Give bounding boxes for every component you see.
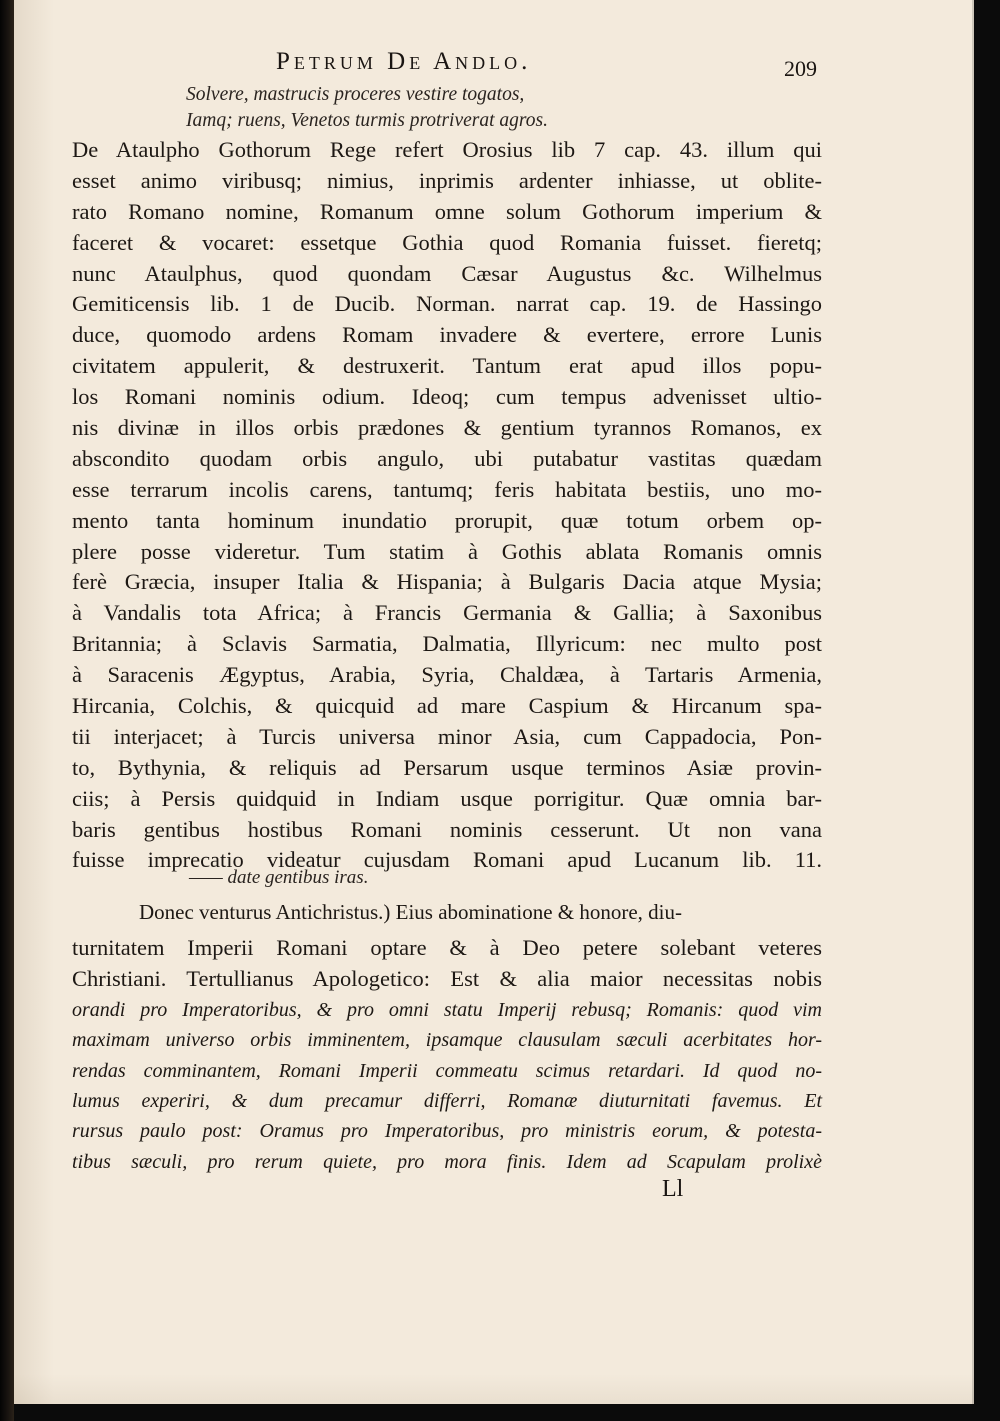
text-line: esse terrarum incolis carens, tantumq; feris habitata bestiis, uno mo- (72, 476, 822, 502)
text-line: Gemiticensis lib. 1 de Ducib. Norman. narrat cap. 19. de Hassingo (72, 291, 822, 317)
text-line: maximam universo orbis imminentem, ipsamque clausulam sæculi acerbitates hor- (72, 1029, 822, 1052)
book-spine-edge (0, 0, 14, 1421)
text-line: faceret & vocaret: essetque Gothia quod Romania fuisset. fieretq; (72, 229, 822, 255)
text-line: Christiani. Tertullianus Apologetico: Est & alia maior necessitas nobis (72, 965, 822, 991)
text-line: duce, quomodo ardens Romam invadere & evertere, errore Lunis (72, 322, 822, 348)
text-line: orandi pro Imperatoribus, & pro omni statu Imperij rebusq; Romanis: quod vim (72, 998, 822, 1021)
text-line: los Romani nominis odium. Ideoq; cum tempus advenisset ultio- (72, 384, 822, 410)
running-header: Petrum De Andlo. (276, 48, 532, 75)
page-number: 209 (784, 56, 817, 81)
text-line: tibus sæculi, pro rerum quiete, pro mora finis. Idem ad Scapulam prolixè (72, 1150, 822, 1173)
text-line: plere posse videretur. Tum statim à Gothis ablata Romanis omnis (72, 538, 822, 564)
commentary-lemma: Donec venturus Antichristus.) Eius abominatione & honore, diu- (139, 900, 682, 924)
text-line: mento tanta hominum inundatio prorupit, quæ totum orbem op- (72, 507, 822, 533)
text-line: rursus paulo post: Oramus pro Imperatoribus, pro ministris eorum, & potesta- (72, 1120, 822, 1143)
main-text-block (72, 135, 822, 876)
text-line: turnitatem Imperii Romani optare & à Deo petere solebant veteres (72, 935, 822, 960)
text-line: à Saracenis Ægyptus, Arabia, Syria, Chaldæa, à Tartaris Armenia, (72, 662, 822, 688)
text-line: baris gentibus hostibus Romani nominis cesserunt. Ut non vana (72, 816, 822, 842)
text-line: De Ataulpho Gothorum Rege refert Orosius lib 7 cap. 43. illum qui (72, 137, 822, 162)
text-line: ferè Græcia, insuper Italia & Hispania; à Bulgaris Dacia atque Mysia; (72, 569, 822, 595)
verse-line-1: Solvere, mastrucis proceres vestire togatos, (186, 84, 525, 105)
text-line: nunc Ataulphus, quod quondam Cæsar Augustus &c. Wilhelmus (72, 260, 822, 286)
signature-mark: Ll (662, 1176, 684, 1202)
text-line: to, Bythynia, & reliquis ad Persarum usque terminos Asiæ provin- (72, 754, 822, 780)
lucan-quote: —— date gentibus iras. (189, 867, 369, 888)
text-line: Britannia; à Sclavis Sarmatia, Dalmatia, Illyricum: nec multo post (72, 631, 822, 657)
commentary-text-block (72, 933, 822, 1177)
text-line: rendas comminantem, Romani Imperii commeatu scimus retardari. Id quod no- (72, 1059, 822, 1082)
verse-line-2: Iamq; ruens, Venetos turmis protriverat agros. (186, 110, 548, 131)
book-page (14, 0, 974, 1404)
text-line: nis divinæ in illos orbis prædones & gentium tyrannos Romanos, ex (72, 415, 822, 441)
text-line: à Vandalis tota Africa; à Francis Germania & Gallia; à Saxonibus (72, 600, 822, 626)
text-line: civitatem appulerit, & destruxerit. Tantum erat apud illos popu- (72, 353, 822, 379)
text-line: esset animo viribusq; nimius, inprimis ardenter inhiasse, ut oblite- (72, 167, 822, 193)
text-line: ciis; à Persis quidquid in Indiam usque porrigitur. Quæ omnia bar- (72, 785, 822, 811)
text-line: abscondito quodam orbis angulo, ubi putabatur vastitas quædam (72, 445, 822, 471)
text-line: fuisse imprecatio videatur cujusdam Romani apud Lucanum lib. 11. (72, 847, 822, 873)
text-line: Hircania, Colchis, & quicquid ad mare Caspium & Hircanum spa- (72, 693, 822, 719)
text-line: tii interjacet; à Turcis universa minor Asia, cum Cappadocia, Pon- (72, 723, 822, 749)
text-line: lumus experiri, & dum precamur differri, Romanæ diuturnitati favemus. Et (72, 1089, 822, 1112)
text-line: rato Romano nomine, Romanum omne solum Gothorum imperium & (72, 198, 822, 224)
